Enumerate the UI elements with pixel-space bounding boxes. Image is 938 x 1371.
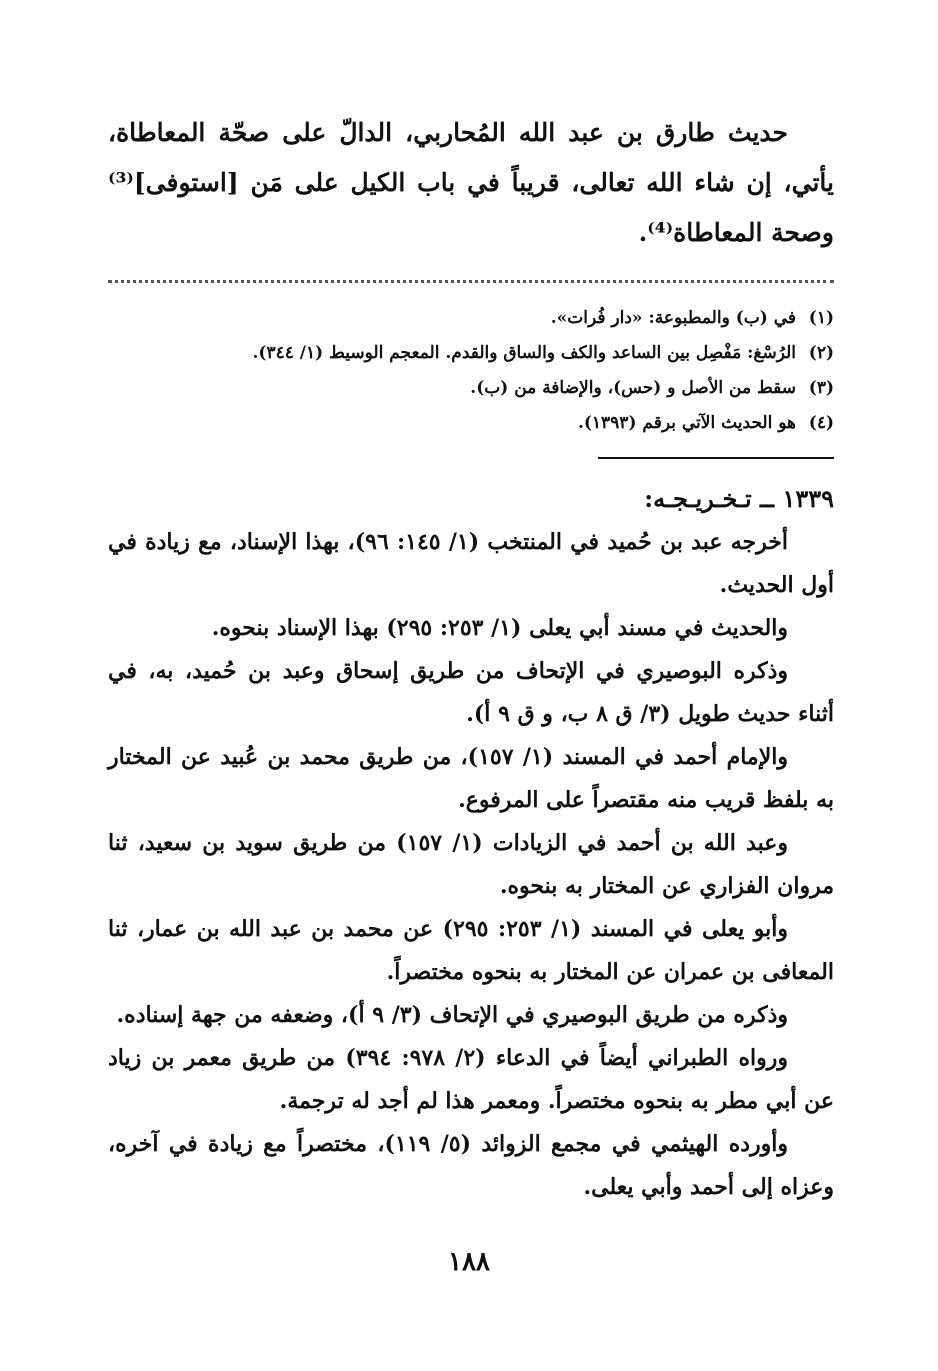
footnote-number: (٣) [808,378,834,398]
body-text [108,521,834,1209]
body-paragraph: والإمام أحمد في المسند (١/ ١٥٧)، من طريق محمد بن عُبيد عن المختار به بلفظ قريب منه مقتصراً على المرفوع. [108,744,834,813]
footnote [108,336,834,371]
body-paragraph: وأورده الهيثمي في مجمع الزوائد (٥/ ١١٩)، مختصراً مع زيادة في آخره، وعزاه إلى أحمد وأبي يعلى. [108,1131,834,1200]
footnote-text: هو الحديث الآتي برقم (١٣٩٣). [577,413,796,433]
body-paragraph: ورواه الطبراني أيضاً في الدعاء (٢/ ٩٧٨: ٣٩٤) من طريق معمر بن زياد عن أبي مطر به بنحوه مختصراً. ومعمر هذا لم أجد له ترجمة. [108,1045,834,1114]
footnote-number: (٤) [808,413,834,433]
footnote-text: في (ب) والمطبوعة: «دار فُرات». [550,308,796,328]
footnote-number: (٢) [808,343,834,363]
body-paragraph: وذكره البوصيري في الإتحاف من طريق إسحاق وعبد بن حُميد، به، في أثناء حديث طويل (٣/ ق ٨ ب، و ق ٩ أ). [108,658,834,727]
footnote-separator [108,280,834,283]
body-paragraph: أخرجه عبد بن حُميد في المنتخب (١/ ١٤٥: ٩٦)، بهذا الإسناد، مع زيادة في أول الحديث. [108,529,834,598]
section-rule [598,457,834,459]
footnotes [108,301,834,441]
main-paragraph: حديث طارق بن عبد الله المُحاربي، الدالّ على صحّة المعاطاة، يأتي، إن شاء الله تعالى، قريباً في باب الكيل على مَن [استوفى]⁽³⁾ وصحة المعاطاة⁽⁴⁾. [108,118,834,247]
body-paragraph: والحديث في مسند أبي يعلى (١/ ٢٥٣: ٢٩٥) بهذا الإسناد بنحوه. [211,615,788,641]
page-body [108,108,834,1209]
footnote [108,371,834,406]
footnote-number: (١) [808,308,834,328]
footnote [108,301,834,336]
main-text [108,108,834,258]
footnote [108,406,834,441]
page-number: ١٨٨ [448,1247,490,1277]
footnote-text: الرُسْغ: مَفْصِل بين الساعد والكف والساق والقدم. المعجم الوسيط (١/ ٣٤٤). [252,343,796,363]
footnote-text: سقط من الأصل و (حس)، والإضافة من (ب). [470,378,796,398]
body-paragraph: وأبو يعلى في المسند (١/ ٢٥٣: ٢٩٥) عن محمد بن عبد الله بن عمار، ثنا المعافى بن عمران عن المختار به بنحوه مختصراً. [108,916,834,985]
body-paragraph: وذكره من طريق البوصيري في الإتحاف (٣/ ٩ أ)، وضعفه من جهة إسناده. [116,1002,788,1028]
section-title: ١٣٣٩ ــ تـخـريـجـه: [644,484,834,513]
body-paragraph: وعبد الله بن أحمد في الزيادات (١/ ١٥٧) من طريق سويد بن سعيد، ثنا مروان الفزاري عن المختار به بنحوه. [108,830,834,899]
